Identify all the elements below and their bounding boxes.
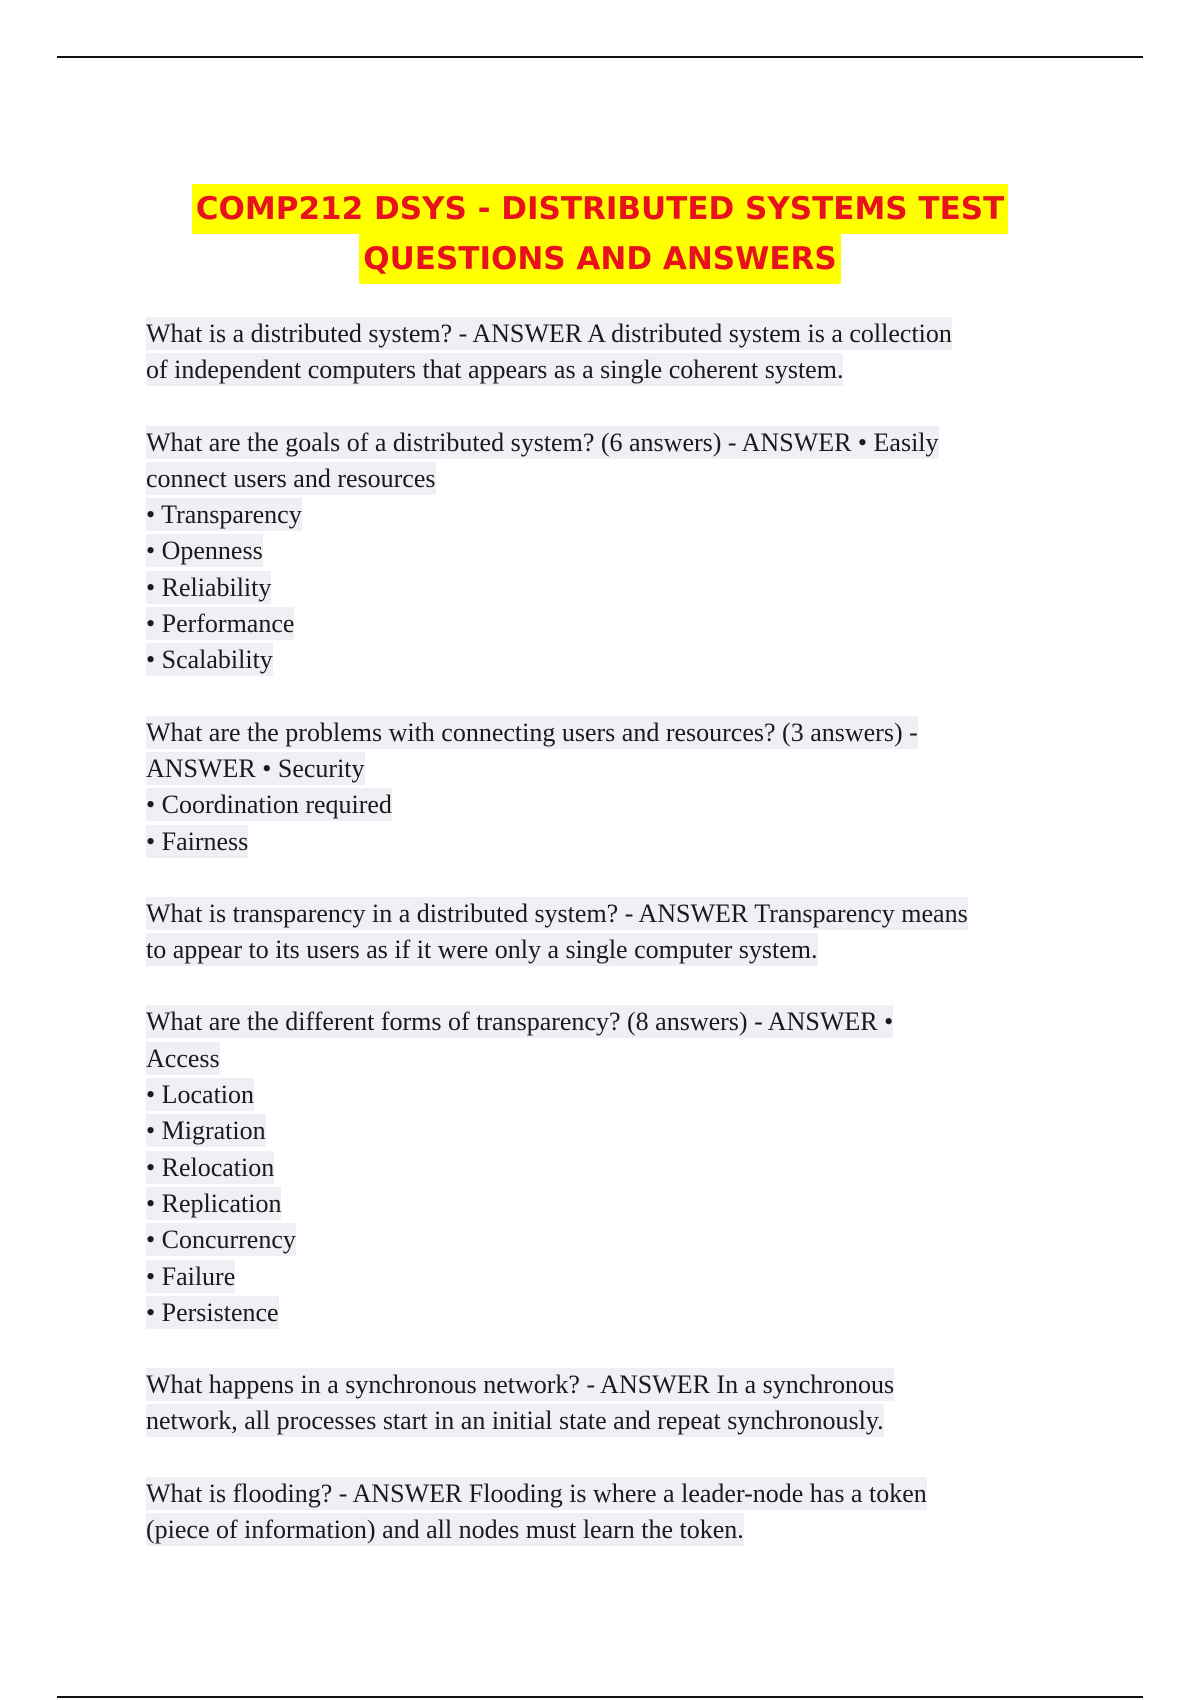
qa-item	[146, 1367, 1086, 1440]
qa-line	[146, 824, 1086, 860]
qa-line	[146, 1186, 1086, 1222]
qa-line	[146, 1077, 1086, 1113]
qa-line-text: • Scalability	[146, 645, 273, 675]
qa-list	[146, 316, 1086, 1584]
qa-line	[146, 1512, 1086, 1548]
qa-item	[146, 896, 1086, 969]
qa-line-text: What is a distributed system? - ANSWER A distributed system is a collection	[146, 319, 952, 348]
qa-line	[146, 1041, 1086, 1077]
qa-line-text: • Transparency	[146, 500, 302, 530]
top-divider	[57, 56, 1143, 58]
qa-line-text: What is flooding? - ANSWER Flooding is where a leader-node has a token	[146, 1478, 927, 1508]
qa-line	[146, 715, 1086, 751]
qa-line-text: What is transparency in a distributed system? - ANSWER Transparency means	[146, 898, 968, 928]
qa-line	[146, 787, 1086, 823]
bottom-divider	[57, 1696, 1143, 1698]
qa-line-text: (piece of information) and all nodes must learn the token.	[146, 1515, 744, 1545]
qa-line-text: • Persistence	[146, 1297, 279, 1327]
qa-line	[146, 352, 1086, 388]
qa-line-text: • Relocation	[146, 1152, 275, 1182]
qa-line	[146, 425, 1086, 461]
qa-line	[146, 533, 1086, 569]
qa-line-text: • Concurrency	[146, 1225, 296, 1255]
qa-line	[146, 1150, 1086, 1186]
qa-line-text: • Reliability	[146, 572, 272, 602]
title-line-2: QUESTIONS AND ANSWERS	[359, 234, 840, 284]
title-line-1: COMP212 DSYS - DISTRIBUTED SYSTEMS TEST	[192, 184, 1008, 234]
qa-line	[146, 1476, 1086, 1512]
qa-line	[146, 896, 1086, 932]
qa-line	[146, 497, 1086, 533]
qa-item	[146, 425, 1086, 679]
qa-line	[146, 1403, 1086, 1439]
qa-line-text: Access	[146, 1043, 220, 1073]
qa-line-text: • Coordination required	[146, 790, 392, 820]
qa-line-text: What are the different forms of transparency? (8 answers) - ANSWER •	[146, 1007, 894, 1037]
qa-line-text: connect users and resources	[146, 463, 436, 493]
qa-line-text: • Location	[146, 1080, 255, 1110]
qa-line-text: to appear to its users as if it were only a single computer system.	[146, 935, 818, 965]
qa-line	[146, 316, 1086, 352]
qa-line-text: What are the goals of a distributed system? (6 answers) - ANSWER • Easily	[146, 427, 939, 457]
document-title	[0, 184, 1200, 284]
qa-item	[146, 1004, 1086, 1331]
qa-line-text: ANSWER • Security	[146, 753, 365, 783]
qa-line	[146, 1367, 1086, 1403]
qa-item	[146, 1476, 1086, 1549]
qa-line-text: • Fairness	[146, 826, 249, 856]
qa-line	[146, 1259, 1086, 1295]
qa-line	[146, 1295, 1086, 1331]
qa-line-text: • Performance	[146, 609, 295, 639]
qa-line-text: • Migration	[146, 1116, 266, 1146]
qa-line-text: • Replication	[146, 1188, 282, 1218]
qa-line	[146, 1004, 1086, 1040]
qa-line-text: What happens in a synchronous network? - ANSWER In a synchronous	[146, 1370, 895, 1400]
qa-line-text: network, all processes start in an initial state and repeat synchronously.	[146, 1406, 884, 1436]
qa-line	[146, 751, 1086, 787]
qa-line	[146, 932, 1086, 968]
qa-line	[146, 461, 1086, 497]
qa-line-text: • Openness	[146, 536, 263, 566]
qa-line-text: of independent computers that appears as a single coherent system.	[146, 355, 844, 385]
qa-line	[146, 606, 1086, 642]
qa-line	[146, 1113, 1086, 1149]
qa-line-text: What are the problems with connecting users and resources? (3 answers) -	[146, 717, 918, 747]
qa-line-text: • Failure	[146, 1261, 236, 1291]
qa-line	[146, 1222, 1086, 1258]
qa-item	[146, 316, 1086, 389]
qa-line	[146, 570, 1086, 606]
qa-line	[146, 642, 1086, 678]
qa-item	[146, 715, 1086, 860]
